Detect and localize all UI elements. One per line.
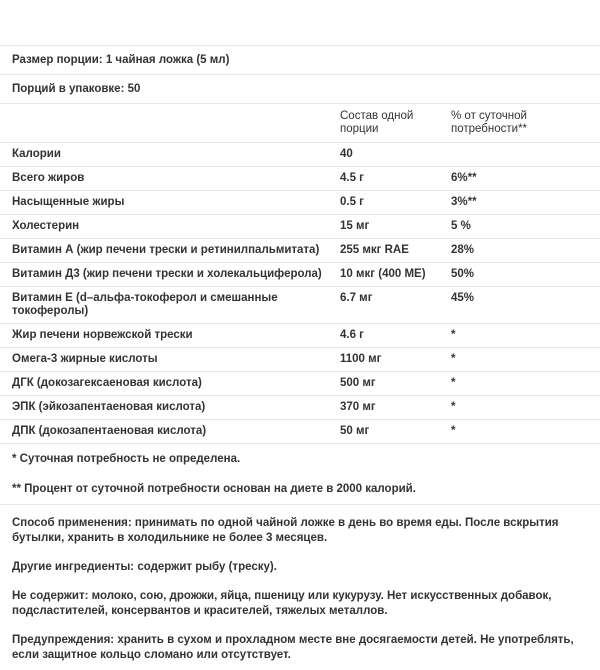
- nutrient-daily-value-cell: *: [443, 324, 600, 348]
- footnotes-block: [0, 444, 600, 505]
- nutrient-name-cell: Витамин А (жир печени трески и ретинилпальмитата): [0, 239, 340, 263]
- table-row: [0, 263, 600, 287]
- footnote-single-asterisk: * Суточная потребность не определена.: [12, 453, 241, 465]
- table-header-row: [0, 104, 600, 143]
- nutrient-daily-value-cell: *: [443, 348, 600, 372]
- table-row: [0, 167, 600, 191]
- table-row: [0, 143, 600, 167]
- nutrient-name-cell: Холестерин: [0, 215, 340, 239]
- nutrient-amount-cell: 500 мг: [340, 372, 443, 396]
- nutrient-amount-cell: 255 мкг RAE: [340, 239, 443, 263]
- nutrient-amount-cell: 370 мг: [340, 396, 443, 420]
- other-ingredients-paragraph: Другие ингредиенты: содержит рыбу (треску).: [12, 561, 277, 573]
- supplement-facts-table: [0, 104, 600, 444]
- nutrient-daily-value-cell: *: [443, 420, 600, 444]
- table-header: [0, 104, 600, 143]
- column-header-nutrient: [0, 104, 340, 143]
- nutrient-amount-cell: 6.7 мг: [340, 287, 443, 324]
- nutrient-name-cell: ДПК (докозапентаеновая кислота): [0, 420, 340, 444]
- nutrient-amount-cell: 4.6 г: [340, 324, 443, 348]
- nutrient-daily-value-cell: 5 %: [443, 215, 600, 239]
- nutrient-amount-cell: 10 мкг (400 МЕ): [340, 263, 443, 287]
- nutrient-name-cell: ЭПК (эйкозапентаеновая кислота): [0, 396, 340, 420]
- table-row: [0, 324, 600, 348]
- column-header-amount-per-serving: Состав одной порции: [340, 104, 443, 143]
- nutrient-daily-value-cell: *: [443, 372, 600, 396]
- nutrient-amount-cell: 40: [340, 143, 443, 167]
- nutrient-amount-cell: 4.5 г: [340, 167, 443, 191]
- nutrient-amount-cell: 1100 мг: [340, 348, 443, 372]
- nutrient-daily-value-cell: [443, 143, 600, 167]
- free-from-paragraph: Не содержит: молоко, сою, дрожжи, яйца, пшеницу или кукурузу. Нет искусственных добавок, подсластителей, консервантов и красителей, тяжелых металлов.: [12, 590, 552, 617]
- serving-info-block: [0, 45, 600, 104]
- nutrient-amount-cell: 15 мг: [340, 215, 443, 239]
- directions-paragraph: Способ применения: принимать по одной чайной ложке в день во время еды. После вскрытия бутылки, хранить в холодильнике не более 3 месяцев.: [12, 517, 559, 544]
- table-body: [0, 143, 600, 444]
- nutrient-daily-value-cell: 3%**: [443, 191, 600, 215]
- nutrient-daily-value-cell: *: [443, 396, 600, 420]
- nutrient-name-cell: ДГК (докозагексаеновая кислота): [0, 372, 340, 396]
- nutrient-name-cell: Калории: [0, 143, 340, 167]
- nutrient-name-cell: Витамин Е (d–альфа-токоферол и смешанные токоферолы): [0, 287, 340, 324]
- serving-size-row: Размер порции: 1 чайная ложка (5 мл): [0, 46, 600, 75]
- table-row: [0, 420, 600, 444]
- nutrient-daily-value-cell: 50%: [443, 263, 600, 287]
- table-row: [0, 215, 600, 239]
- footnote-double-asterisk: ** Процент от суточной потребности основан на диете в 2000 калорий.: [0, 474, 600, 505]
- nutrient-amount-cell: 0.5 г: [340, 191, 443, 215]
- column-header-daily-value: % от суточной потребности**: [443, 104, 600, 143]
- nutrient-name-cell: Омега-3 жирные кислоты: [0, 348, 340, 372]
- nutrient-daily-value-cell: 45%: [443, 287, 600, 324]
- table-row: [0, 348, 600, 372]
- nutrient-name-cell: Насыщенные жиры: [0, 191, 340, 215]
- table-row: [0, 191, 600, 215]
- nutrient-name-cell: Витамин Д3 (жир печени трески и холекальциферола): [0, 263, 340, 287]
- nutrient-name-cell: Жир печени норвежской трески: [0, 324, 340, 348]
- table-row: [0, 287, 600, 324]
- table-row: [0, 396, 600, 420]
- instructions-block: [0, 505, 600, 670]
- servings-per-container-row: Порций в упаковке: 50: [0, 75, 600, 104]
- nutrient-name-cell: Всего жиров: [0, 167, 340, 191]
- warnings-paragraph: Предупреждения: хранить в сухом и прохладном месте вне досягаемости детей. Не употреблять, если защитное кольцо сломано или отсутствует.: [12, 634, 574, 661]
- table-row: [0, 239, 600, 263]
- nutrient-amount-cell: 50 мг: [340, 420, 443, 444]
- nutrient-daily-value-cell: 28%: [443, 239, 600, 263]
- nutrient-daily-value-cell: 6%**: [443, 167, 600, 191]
- table-row: [0, 372, 600, 396]
